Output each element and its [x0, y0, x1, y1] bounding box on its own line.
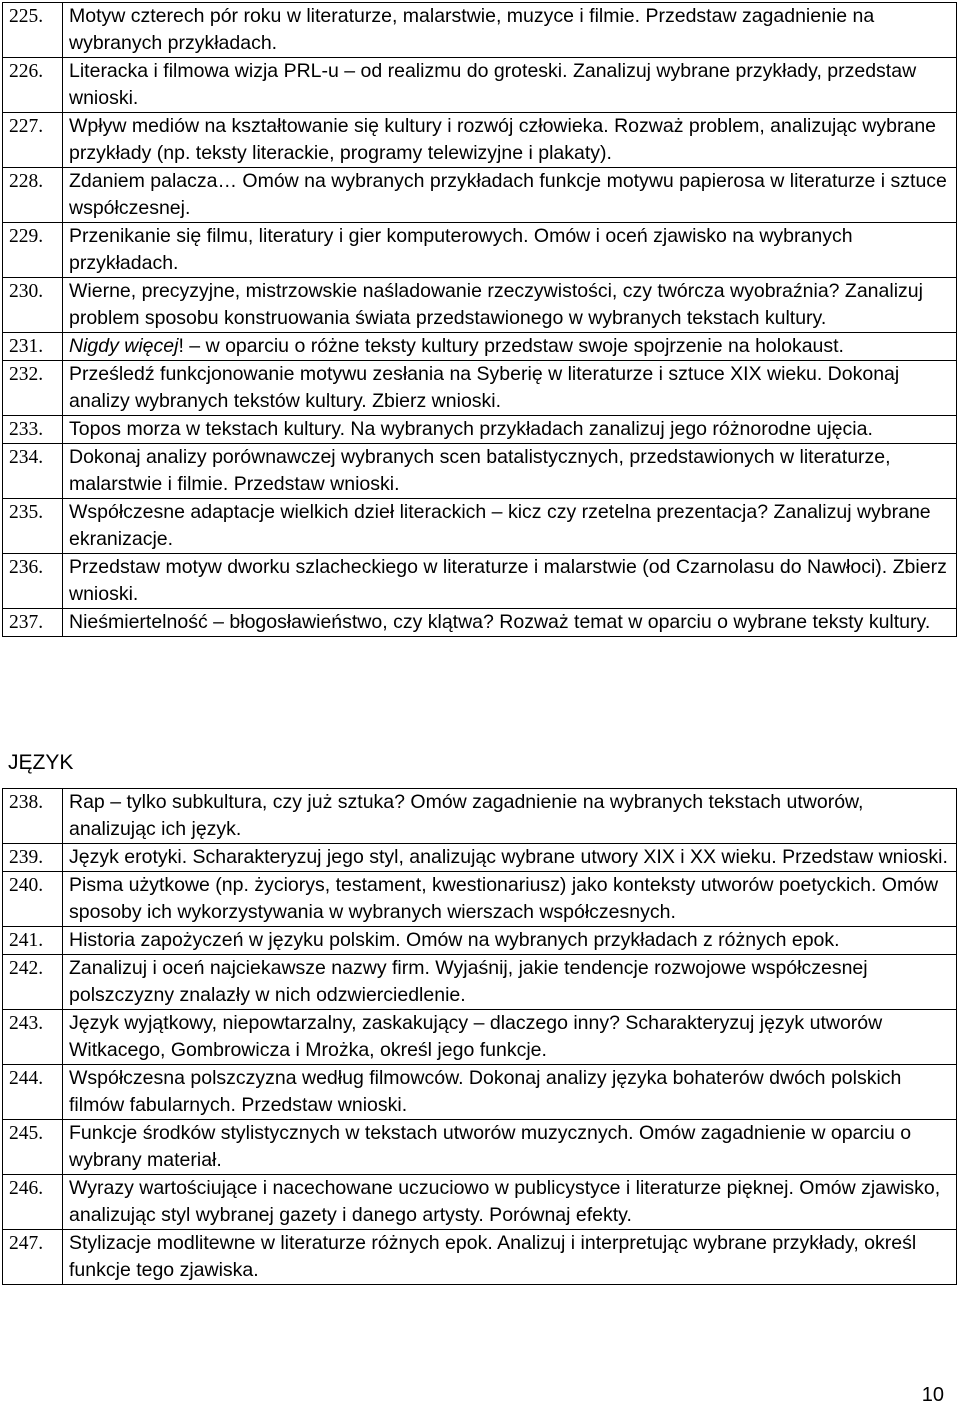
topic-text-cell — [63, 361, 957, 416]
topic-number: 226. — [3, 58, 63, 113]
topic-text-cell — [63, 168, 957, 223]
topic-number: 239. — [3, 844, 63, 872]
topic-text: Topos morza w tekstach kultury. Na wybranych przykładach zanalizuj jego różnorodne ujęcia. — [69, 418, 873, 440]
topic-text-cell — [63, 1010, 957, 1065]
topic-text-cell — [63, 333, 957, 361]
topic-text-cell — [63, 223, 957, 278]
topic-row — [3, 333, 957, 361]
topic-text: Przedstaw motyw dworku szlacheckiego w literaturze i malarstwie (od Czarnolasu do Nawłoci). Zbierz wnioski. — [69, 556, 947, 605]
topic-text: Historia zapożyczeń w języku polskim. Omów na wybranych przykładach z różnych epok. — [69, 929, 840, 951]
topic-text-cell — [63, 927, 957, 955]
topic-text: ! – w oparciu o różne teksty kultury przedstaw swoje spojrzenie na holokaust. — [178, 335, 844, 357]
topic-text-cell — [63, 1120, 957, 1175]
topic-row — [3, 278, 957, 333]
topic-text: Stylizacje modlitewne w literaturze różnych epok. Analizuj i interpretując wybrane przykłady, określ funkcje tego zjawiska. — [69, 1232, 917, 1281]
topics-table-body — [3, 789, 957, 1285]
topic-row — [3, 844, 957, 872]
topic-text: Dokonaj analizy porównawczej wybranych scen batalistycznych, przedstawionych w literaturze, malarstwie i filmie. Przedstaw wnioski. — [69, 446, 891, 495]
page-number: 10 — [921, 1384, 944, 1406]
section-heading-jezyk: JĘZYK — [8, 751, 74, 774]
topic-text-cell — [63, 416, 957, 444]
topic-text-cell — [63, 554, 957, 609]
topic-text-cell — [63, 1175, 957, 1230]
topic-text-cell — [63, 1230, 957, 1285]
topic-text: Współczesna polszczyzna według filmowców. Dokonaj analizy języka bohaterów dwóch polskich filmów fabularnych. Przedstaw wnioski. — [69, 1067, 902, 1116]
topic-row — [3, 1175, 957, 1230]
topic-text-cell — [63, 3, 957, 58]
topic-number: 231. — [3, 333, 63, 361]
topic-text: Zdaniem palacza… Omów na wybranych przykładach funkcje motywu papierosa w literaturze i sztuce współczesnej. — [69, 170, 947, 219]
topic-text: Język wyjątkowy, niepowtarzalny, zaskakujący – dlaczego inny? Scharakteryzuj język utworów Witkacego, Gombrowicza i Mrożka, określ jego funkcje. — [69, 1012, 883, 1061]
topic-text: Motyw czterech pór roku w literaturze, malarstwie, muzyce i filmie. Przedstaw zagadnienie na wybranych przykładach. — [69, 5, 875, 54]
topic-text-cell — [63, 789, 957, 844]
topic-text-cell — [63, 499, 957, 554]
topic-row — [3, 113, 957, 168]
topic-text: Zanalizuj i oceń najciekawsze nazwy firm. Wyjaśnij, jakie tendencje rozwojowe współczesnej polszczyzny znalazły w nich odzwierciedlenie. — [69, 957, 868, 1006]
topic-row — [3, 499, 957, 554]
topic-number: 245. — [3, 1120, 63, 1175]
topic-number: 243. — [3, 1010, 63, 1065]
topic-row — [3, 1065, 957, 1120]
topic-row — [3, 1010, 957, 1065]
topic-row — [3, 361, 957, 416]
topic-text: Wyrazy wartościujące i nacechowane uczuciowo w publicystyce i literaturze pięknej. Omów zjawisko, analizując styl wybranej gazety i danego artysty. Porównaj efekty. — [69, 1177, 941, 1226]
topic-row — [3, 927, 957, 955]
topic-row — [3, 1230, 957, 1285]
topics-table-body — [3, 3, 957, 637]
topic-number: 234. — [3, 444, 63, 499]
topic-text-cell — [63, 1065, 957, 1120]
topic-text: Język erotyki. Scharakteryzuj jego styl, analizując wybrane utwory XIX i XX wieku. Przedstaw wnioski. — [69, 846, 948, 868]
topic-text-cell — [63, 444, 957, 499]
topic-text: Współczesne adaptacje wielkich dzieł literackich – kicz czy rzetelna prezentacja? Zanalizuj wybrane ekranizacje. — [69, 501, 931, 550]
topic-number: 246. — [3, 1175, 63, 1230]
topic-row — [3, 609, 957, 637]
topic-number: 247. — [3, 1230, 63, 1285]
topic-number: 230. — [3, 278, 63, 333]
topic-row — [3, 223, 957, 278]
topic-number: 229. — [3, 223, 63, 278]
topic-row — [3, 872, 957, 927]
topic-text: Pisma użytkowe (np. życiorys, testament, kwestionariusz) jako konteksty utworów poetyckich. Omów sposoby ich wykorzystywania w wybranych wierszach współczesnych. — [69, 874, 939, 923]
topic-text-cell — [63, 609, 957, 637]
topic-text-cell — [63, 872, 957, 927]
topic-row — [3, 789, 957, 844]
topic-row — [3, 168, 957, 223]
topic-text-cell — [63, 58, 957, 113]
topic-row — [3, 955, 957, 1010]
topic-number: 238. — [3, 789, 63, 844]
topic-row — [3, 58, 957, 113]
topic-row — [3, 1120, 957, 1175]
topic-title: Nigdy więcej — [69, 335, 179, 357]
topic-number: 225. — [3, 3, 63, 58]
topic-text: Wierne, precyzyjne, mistrzowskie naśladowanie rzeczywistości, czy twórcza wyobraźnia? Zanalizuj problem sposobu konstruowania świata przedstawionego w wybranych tekstach kultury. — [69, 280, 923, 329]
topic-text-cell — [63, 955, 957, 1010]
topic-number: 228. — [3, 168, 63, 223]
topic-number: 242. — [3, 955, 63, 1010]
topic-number: 237. — [3, 609, 63, 637]
topic-row — [3, 3, 957, 58]
topic-text-cell — [63, 844, 957, 872]
topic-text-cell — [63, 113, 957, 168]
topic-row — [3, 444, 957, 499]
topic-text: Nieśmiertelność – błogosławieństwo, czy klątwa? Rozważ temat w oparciu o wybrane teksty kultury. — [69, 611, 931, 633]
topic-number: 240. — [3, 872, 63, 927]
topic-number: 232. — [3, 361, 63, 416]
topic-number: 233. — [3, 416, 63, 444]
topic-text: Rap – tylko subkultura, czy już sztuka? Omów zagadnienie na wybranych tekstach utworów, analizując ich język. — [69, 791, 864, 840]
topic-number: 241. — [3, 927, 63, 955]
topic-text: Przenikanie się filmu, literatury i gier komputerowych. Omów i oceń zjawisko na wybranych przykładach. — [69, 225, 853, 274]
topic-number: 236. — [3, 554, 63, 609]
topic-row — [3, 554, 957, 609]
topic-text: Prześledź funkcjonowanie motywu zesłania na Syberię w literaturze i sztuce XIX wieku. Dokonaj analizy wybranych tekstów kultury. Zbierz wnioski. — [69, 363, 900, 412]
topic-number: 227. — [3, 113, 63, 168]
topic-text: Funkcje środków stylistycznych w tekstach utworów muzycznych. Omów zagadnienie w oparciu o wybrany materiał. — [69, 1122, 912, 1171]
topic-row — [3, 416, 957, 444]
topics-table-literature — [2, 2, 957, 637]
topic-number: 235. — [3, 499, 63, 554]
topic-text: Literacka i filmowa wizja PRL-u – od realizmu do groteski. Zanalizuj wybrane przykłady, przedstaw wnioski. — [69, 60, 917, 109]
topic-text-cell — [63, 278, 957, 333]
topic-text: Wpływ mediów na kształtowanie się kultury i rozwój człowieka. Rozważ problem, analizując wybrane przykłady (np. teksty literackie, programy telewizyjne i plakaty). — [69, 115, 937, 164]
topic-number: 244. — [3, 1065, 63, 1120]
topics-table-language — [2, 788, 957, 1285]
